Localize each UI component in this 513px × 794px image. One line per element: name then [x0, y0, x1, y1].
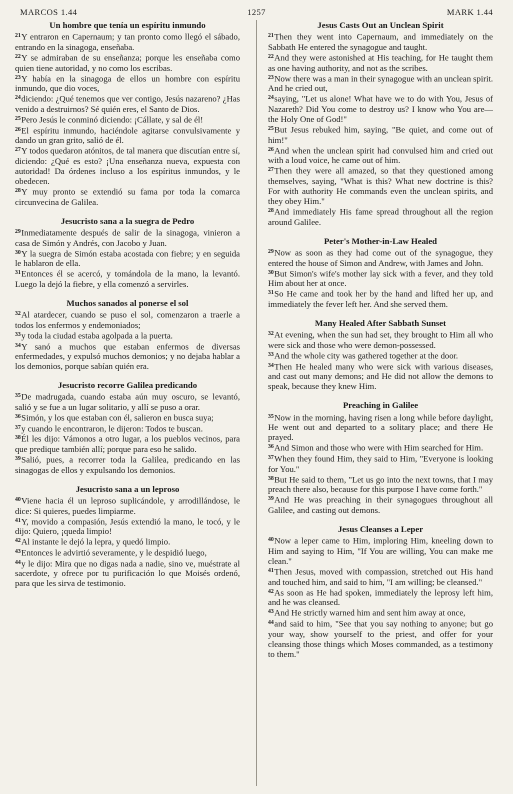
verse	[15, 558, 240, 589]
verse-text: Y la suegra de Simón estaba acostada con fiebre; y en seguida le hablaron de ella.	[15, 248, 240, 269]
verse-number: 34	[268, 362, 274, 369]
verse-number: 44	[268, 619, 274, 626]
running-head	[20, 7, 493, 19]
verse-text: Now a leper came to Him, imploring Him, kneeling down to Him and saying to Him, "If You are willing, You can make me clean."	[268, 535, 493, 566]
verse-number: 44	[15, 559, 21, 566]
verse-text: Inmediatamente después de salir de la sinagoga, vinieron a casa de Simón y Andrés, con Jacobo y Juan.	[15, 227, 240, 248]
verse	[268, 93, 493, 124]
verse-number: 41	[15, 517, 21, 524]
spanish-column	[15, 20, 240, 788]
running-head-right: MARK 1.44	[446, 7, 493, 17]
verse	[268, 206, 493, 227]
verse-number: 36	[268, 444, 274, 451]
verse-number: 35	[15, 393, 21, 400]
section-heading: Peter's Mother-in-Law Healed	[323, 235, 438, 246]
verse-number: 21	[268, 33, 274, 40]
verse-number: 40	[15, 497, 21, 504]
verse-text: Pero Jesús le conminó diciendo: ¡Cállate, y sal de él!	[21, 114, 204, 125]
verse-text: y le dijo: Mira que no digas nada a nadie, sino ve, muéstrate al sacerdote, y ofrece por tu purificación lo que Moisés ordenó, para que les sirva de testimonio.	[15, 558, 240, 589]
verse-number: 28	[15, 188, 21, 195]
verse	[268, 442, 493, 453]
verse-text: So He came and took her by the hand and lifted her up, and immediately the fever left her. And she served them.	[268, 289, 493, 310]
verse	[268, 361, 493, 392]
verse-number: 22	[15, 53, 21, 60]
verse-text: Y se admiraban de su enseñanza; porque les enseñaba como quien tiene autoridad, y no como los escribas.	[15, 52, 240, 73]
verse-text: y toda la ciudad estaba agolpada a la puerta.	[21, 330, 173, 341]
verse	[268, 535, 493, 566]
verse-text: And they were astonished at His teaching, for He taught them as one having authority, and not as the scribes.	[268, 52, 493, 73]
verse-text: Simón, y los que estaban con él, salieron en busca suya;	[21, 412, 214, 423]
verse-number: 34	[15, 342, 21, 349]
verse-number: 33	[15, 331, 21, 338]
verse-number: 30	[268, 269, 274, 276]
verse-number: 25	[15, 115, 21, 122]
verse-number: 31	[15, 270, 21, 277]
verse	[15, 227, 240, 248]
verse	[15, 516, 240, 537]
verse-number: 35	[268, 413, 274, 420]
verse	[268, 288, 493, 309]
verse-number: 27	[15, 147, 21, 154]
verse	[15, 454, 240, 475]
section-heading: Jesus Casts Out an Unclean Spirit	[317, 20, 444, 30]
verse-text: Entonces él se acercó, y tomándola de la mano, la levantó. Luego la dejó la fiebre, y ella comenzó a servirles.	[15, 268, 240, 289]
verse-number: 21	[15, 33, 21, 40]
verse-number: 23	[268, 74, 274, 81]
verse-text: diciendo: ¿Qué tenemos que ver contigo, Jesús nazareno? ¿Has venido a destruirnos? Sé quién eres, el Santo de Dios.	[15, 93, 240, 114]
verse-text: Y muy pronto se extendió su fama por toda la comarca circunvecina de Galilea.	[15, 186, 240, 207]
verse-text: Y había en la sinagoga de ellos un hombre con espíritu inmundo, que dio voces,	[15, 73, 240, 94]
page-number: 1257	[247, 7, 266, 17]
verse-text: Al atardecer, cuando se puso el sol, comenzaron a traerle a todos los enfermos y endemoniados;	[15, 309, 240, 330]
verse-number: 29	[15, 228, 21, 235]
verse-text: Salió, pues, a recorrer toda la Galilea, predicando en las sinagogas de ellos y expulsando los demonios.	[15, 454, 240, 475]
verse-number: 24	[15, 95, 21, 102]
section-heading: Many Healed After Sabbath Sunset	[314, 318, 447, 329]
verse-number: 41	[268, 567, 274, 574]
verse-number: 26	[268, 146, 274, 153]
section-heading: Jesucristo sana a un leproso	[75, 483, 180, 494]
verse	[15, 145, 240, 186]
section-heading: Jesus Cleanses a Leper	[337, 524, 424, 535]
verse	[15, 125, 240, 146]
verse	[268, 587, 493, 608]
verse-number: 24	[268, 95, 274, 102]
verse	[15, 536, 240, 547]
verse-text: And He strictly warned him and sent him away at once,	[274, 607, 466, 618]
verse-number: 32	[15, 311, 21, 318]
verse	[15, 341, 240, 372]
section-heading: Jesucristo sana a la suegra de Pedro	[60, 215, 195, 226]
section-heading: Un hombre que tenía un espíritu inmundo	[49, 20, 206, 30]
verse-text: Then they were all amazed, so that they questioned among themselves, saying, "What is this? What new doctrine is this? For with authority He commands even the unclean spirits, and they obey Him."	[268, 165, 493, 207]
verse	[15, 433, 240, 454]
verse-text: And when the unclean spirit had convulsed him and cried out with a loud voice, he came out of him.	[268, 145, 493, 166]
verse-number: 36	[15, 414, 21, 421]
verse-text: saying, "Let us alone! What have we to do with You, Jesus of Nazareth? Did You come to destroy us? I know who You are—the Holy One of God!"	[268, 93, 493, 124]
verse-number: 43	[15, 549, 21, 556]
verse-number: 22	[268, 53, 274, 60]
verse-number: 39	[268, 496, 274, 503]
verse-text: And Simon and those who were with Him searched for Him.	[274, 442, 484, 453]
verse-text: Then He healed many who were sick with various diseases, and cast out many demons; and He did not allow the demons to speak, because they knew Him.	[268, 361, 493, 392]
verse	[268, 52, 493, 73]
section-heading: Jesucristo recorre Galilea predicando	[57, 380, 198, 391]
verse-text: Él les dijo: Vámonos a otro lugar, a los pueblos vecinos, para que predique también allí; porque para eso he salido.	[15, 434, 240, 455]
verse	[268, 350, 493, 361]
verse-number: 33	[268, 352, 274, 358]
verse-text: As soon as He had spoken, immediately the leprosy left him, and he was cleansed.	[268, 587, 493, 608]
verse	[268, 329, 493, 350]
verse-text: At evening, when the sun had set, they brought to Him all who were sick and those who were demon-possessed.	[268, 329, 493, 350]
verse-number: 38	[268, 475, 274, 482]
verse-text: When they found Him, they said to Him, "Everyone is looking for You."	[268, 453, 493, 474]
verse	[268, 453, 493, 474]
verse	[15, 114, 240, 125]
verse-text: But Jesus rebuked him, saying, "Be quiet, and come out of him!"	[268, 124, 493, 145]
verse-text: But He said to them, "Let us go into the next towns, that I may preach there also, because for this purpose I have come forth."	[268, 474, 493, 495]
verse	[15, 52, 240, 73]
verse	[268, 31, 493, 52]
verse-number: 43	[268, 609, 274, 616]
verse-text: Then Jesus, moved with compassion, stretched out His hand and touched him, and said to him, "I am willing; be cleansed."	[268, 566, 493, 587]
verse-text: Now as soon as they had come out of the synagogue, they entered the house of Simon and Andrew, with James and John.	[268, 247, 493, 268]
verse	[268, 165, 493, 206]
verse	[15, 93, 240, 114]
verse-text: Now there was a man in their synagogue with an unclean spirit. And he cried out,	[268, 73, 493, 94]
verse	[268, 566, 493, 587]
verse	[15, 412, 240, 423]
verse-text: y cuando le encontraron, le dijeron: Todos te buscan.	[21, 423, 203, 434]
verse-text: Y entraron en Capernaum; y tan pronto como llegó el sábado, entrando en la sinagoga, enseñaba.	[15, 31, 240, 52]
verse-number: 25	[268, 126, 274, 132]
verse	[15, 423, 240, 434]
verse-number: 37	[15, 424, 21, 431]
verse-number: 42	[15, 538, 21, 545]
verse-text: Now in the morning, having risen a long while before daylight, He went out and departed to a solitary place; and there He prayed.	[268, 412, 493, 443]
column-divider	[256, 20, 257, 786]
verse	[15, 73, 240, 94]
verse-text: Y todos quedaron atónitos, de tal manera que discutían entre sí, diciendo: ¿Qué es esto? ¡Una enseñanza nueva, expuesta con autoridad! Da órdenes incluso a los espíritus inmundos, y le obedecen.	[15, 145, 240, 187]
verse	[268, 124, 493, 145]
verse-number: 42	[268, 588, 274, 595]
verse-number: 27	[268, 167, 274, 174]
verse	[268, 494, 493, 515]
verse-text: De madrugada, cuando estaba aún muy oscuro, se levantó, salió y se fue a un lugar solitario, y allí se puso a orar.	[15, 392, 240, 413]
verse	[15, 495, 240, 516]
english-column	[268, 20, 493, 788]
verse	[15, 547, 240, 558]
verse-number: 26	[15, 126, 21, 133]
section-heading: Muchos sanados al ponerse el sol	[66, 298, 189, 309]
verse	[15, 268, 240, 289]
verse	[268, 247, 493, 268]
verse-text: Y, movido a compasión, Jesús extendió la mano, le tocó, y le dijo: Quiero, ¡queda limpio!	[15, 516, 240, 537]
verse-text: Y sanó a muchos que estaban enfermos de diversas enfermedades, y expulsó muchos demonios; y no dejaba hablar a los demonios, porque sabían quién era.	[15, 341, 240, 372]
verse-text: And the whole city was gathered together at the door.	[274, 350, 459, 361]
verse-text: Viene hacia él un leproso suplicándole, y arrodillándose, le dice: Si quieres, puedes limpiarme.	[15, 495, 240, 516]
verse-text: El espíritu inmundo, haciéndole agitarse convulsivamente y dando un gran grito, salió de él.	[15, 125, 240, 146]
verse	[15, 330, 240, 341]
verse-number: 38	[15, 435, 21, 442]
verse	[268, 412, 493, 443]
verse	[268, 474, 493, 495]
verse	[15, 248, 240, 269]
verse-text: But Simon's wife's mother lay sick with a fever, and they told Him about her at once.	[268, 268, 493, 289]
verse-text: And He was preaching in their synagogues throughout all Galilee, and casting out demons.	[268, 494, 493, 515]
verse	[15, 31, 240, 52]
verse-number: 29	[268, 249, 274, 256]
verse-text: Entonces le advirtió severamente, y le despidió luego,	[21, 547, 207, 558]
verse-text: Al instante le dejó la lepra, y quedó limpio.	[21, 537, 171, 547]
verse	[268, 145, 493, 166]
verse-number: 23	[15, 74, 21, 81]
verse-number: 40	[268, 537, 274, 544]
verse	[15, 186, 240, 207]
verse-number: 30	[15, 249, 21, 256]
verse	[15, 309, 240, 330]
verse-number: 32	[268, 331, 274, 338]
verse-number: 31	[268, 290, 274, 297]
running-head-left: MARCOS 1.44	[20, 7, 78, 17]
verse-number: 37	[268, 454, 274, 461]
verse	[268, 268, 493, 289]
verse-text: Then they went into Capernaum, and immediately on the Sabbath He entered the synagogue and taught.	[268, 31, 493, 52]
verse	[268, 73, 493, 94]
verse-text: and said to him, "See that you say nothing to anyone; but go your way, show yourself to the priest, and offer for your cleansing those things which Moses commanded, as a testimony to them."	[268, 618, 493, 659]
verse-text: And immediately His fame spread throughout all the region around Galilee.	[268, 206, 493, 227]
verse	[268, 607, 493, 618]
verse	[15, 391, 240, 412]
verse	[268, 618, 493, 659]
verse-number: 39	[15, 456, 21, 463]
section-heading: Preaching in Galilee	[342, 400, 419, 411]
verse-number: 28	[268, 208, 274, 215]
